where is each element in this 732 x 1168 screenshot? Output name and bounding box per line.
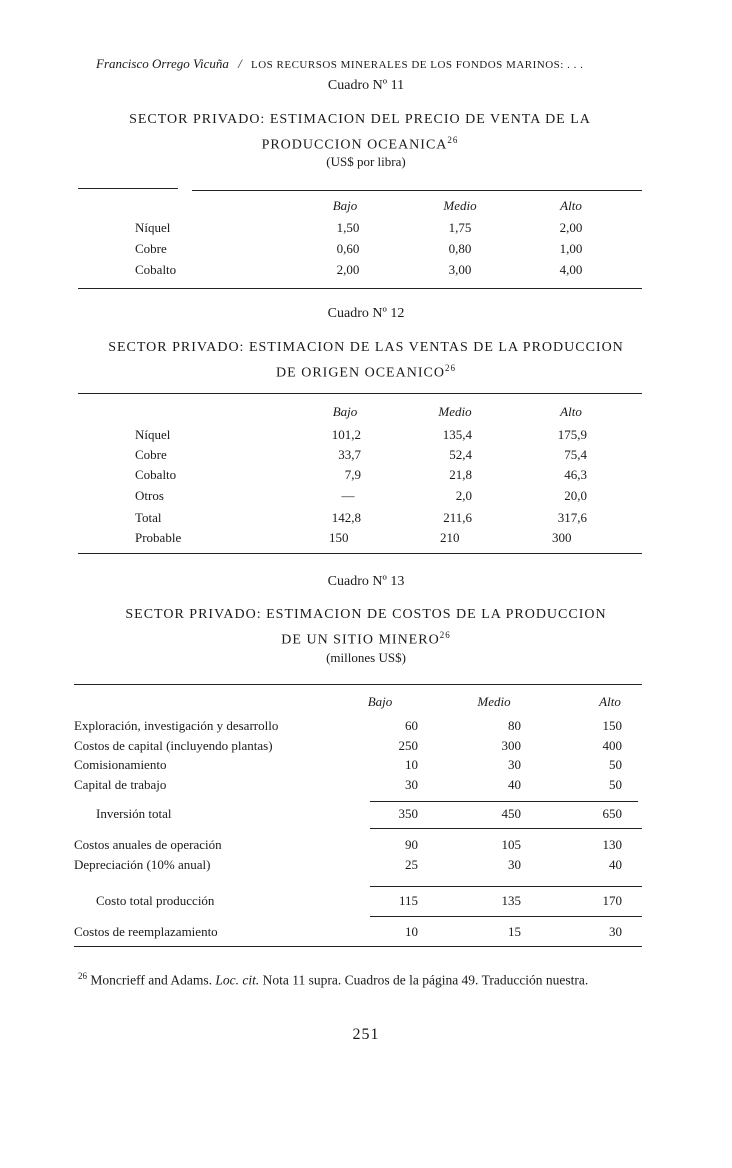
table12-cell: 33,7 [338,447,361,462]
table11-top-rule-right [192,190,642,191]
table13-cell: 30 [508,757,521,772]
table13-cell: 300 [501,738,521,753]
table12-cell: — [341,488,355,503]
table13-cell: 60 [405,718,418,733]
table12-cell: 211,6 [443,510,472,525]
table12-cell: 317,6 [557,510,587,525]
table12-cell: 135,4 [442,427,472,442]
header-separator: / [238,56,242,71]
table13-cell: 30 [609,924,622,939]
table13-cell: 40 [609,857,622,872]
table13-cell: 115 [398,893,418,908]
table13-title-line1: SECTOR PRIVADO: ESTIMACION DE COSTOS DE LA PRODUCCION [125,607,607,622]
table12-title-line2: DE ORIGEN OCEANICO$^{26}$ [276,363,456,381]
table12-cell: 20,0 [564,488,587,503]
table12-title-line1: SECTOR PRIVADO: ESTIMACION DE LAS VENTAS DE LA PRODUCCION [108,340,624,355]
table12-cell: 46,3 [564,467,587,482]
table12-row-label: Cobre [135,447,167,462]
table11-cell: 1,50 [336,220,360,235]
table13-cell: 30 [508,857,521,872]
table12-cell: 52,4 [449,447,472,462]
footnote-marker: 26 [78,971,87,981]
table12-top-rule [78,393,642,394]
table13-label: Cuadro Nº 13 [327,574,405,589]
table11-label: Cuadro Nº 11 [327,78,405,93]
table13-cell: 130 [602,837,622,852]
table13-row-label: Costos de reemplazamiento [74,924,218,939]
table11-col-alto: Alto [560,198,582,213]
table12-cell: 21,8 [449,467,472,482]
table13-row-label: Comisionamiento [74,757,167,772]
table13-row-label: Exploración, investigación y desarrollo [74,718,279,733]
table13-cell: 40 [508,777,521,792]
table11-cell: 0,80 [448,241,472,256]
table12-cell: 75,4 [564,447,587,462]
table11-cell: 1,00 [559,241,583,256]
table12-bottom-rule [78,553,642,554]
table12-cell: 175,9 [557,427,587,442]
table12-cell: 2,0 [455,488,472,503]
table13-row-label: Depreciación (10% anual) [74,857,211,872]
table13-row-label: Costos anuales de operación [74,837,222,852]
table12-cell: 300 [552,530,572,545]
table12-cell: 150 [329,530,349,545]
table12-row-label: Otros [135,488,164,503]
table12-cell: 142,8 [331,510,361,525]
table13-cell: 400 [602,738,622,753]
footnote [78,966,656,991]
table13-cell: 170 [602,893,622,908]
table13-col-bajo: Bajo [367,694,393,709]
table13-subtotal-rule [370,916,642,917]
table11-top-rule-left [78,188,178,189]
table13-cell: 90 [405,837,418,852]
table13-title-line2: DE UN SITIO MINERO$^{26}$ [281,630,451,648]
table13-cell: 25 [405,857,418,872]
table11-col-bajo: Bajo [332,198,358,213]
table12-col-medio: Medio [438,404,472,419]
table13-cell: 350 [398,806,418,821]
table13-row-label: Capital de trabajo [74,777,167,792]
table12-row-label: Níquel [135,427,171,442]
page-number: 251 [352,1026,380,1043]
table13-title [66,605,666,651]
table11-row-label: Cobalto [135,262,177,277]
table13-cell: 10 [405,757,418,772]
header-author: Francisco Orrego Vicuña [96,56,229,71]
table13-cell: 15 [508,924,521,939]
table13-cell: 150 [602,718,622,733]
footnote-rest: Nota 11 supra. Cuadros de la página 49. Traducción nuestra. [262,972,589,988]
footnote-authors: Moncrieff and Adams. [90,972,212,988]
table13-cell: 80 [508,718,521,733]
table12-cell: 210 [440,530,460,545]
table11-row-label: Níquel [135,220,171,235]
table11-col-medio: Medio [443,198,477,213]
table11-bottom-rule [78,288,642,289]
table12-cell: 101,2 [331,427,361,442]
table12-row-label: Total [135,510,162,525]
table12-cell: 7,9 [344,467,361,482]
table13-top-rule [74,684,642,685]
table13-row-label: Inversión total [96,806,172,821]
table12-row-label: Cobalto [135,467,177,482]
table12-title [46,338,686,384]
footnote-loc-cit: Loc. cit. [215,972,260,988]
table13-cell: 450 [501,806,521,821]
table11-title [60,110,660,156]
table12-col-bajo: Bajo [332,404,358,419]
table13-cell: 250 [398,738,418,753]
table11-unit: (US$ por libra) [326,154,406,169]
table13-col-alto: Alto [599,694,621,709]
table13-subtotal-rule [370,886,642,887]
table13-cell: 30 [405,777,418,792]
table11-cell: 4,00 [559,262,583,277]
table13-unit: (millones US$) [326,650,406,665]
table13-cell: 105 [501,837,521,852]
table11-title-line2: PRODUCCION OCEANICA$^{26}$ [261,135,459,153]
table13-col-medio: Medio [477,694,511,709]
table12-label: Cuadro Nº 12 [327,306,405,321]
table11-cell: 1,75 [448,220,472,235]
table13-row-label: Costo total producción [96,893,215,908]
table11-cell: 2,00 [559,220,583,235]
table13-row-label: Costos de capital (incluyendo plantas) [74,738,273,753]
table11-cell: 3,00 [448,262,472,277]
table13-subtotal-rule [370,801,638,802]
table11-cell: 0,60 [336,241,360,256]
table13-cell: 650 [602,806,622,821]
table13-cell: 50 [609,777,622,792]
header-title: LOS RECURSOS MINERALES DE LOS FONDOS MARINOS: . . . [251,59,584,71]
table11-cell: 2,00 [336,262,360,277]
table12-col-alto: Alto [560,404,582,419]
table12-row-label: Probable [135,530,182,545]
table11-title-line1: SECTOR PRIVADO: ESTIMACION DEL PRECIO DE VENTA DE LA [129,112,591,127]
running-header [96,56,636,72]
table13-cell: 50 [609,757,622,772]
table11-row-label: Cobre [135,241,167,256]
table13-cell: 135 [501,893,521,908]
table13-cell: 10 [405,924,418,939]
table13-bottom-rule [74,946,642,947]
table13-total-rule [370,828,642,829]
